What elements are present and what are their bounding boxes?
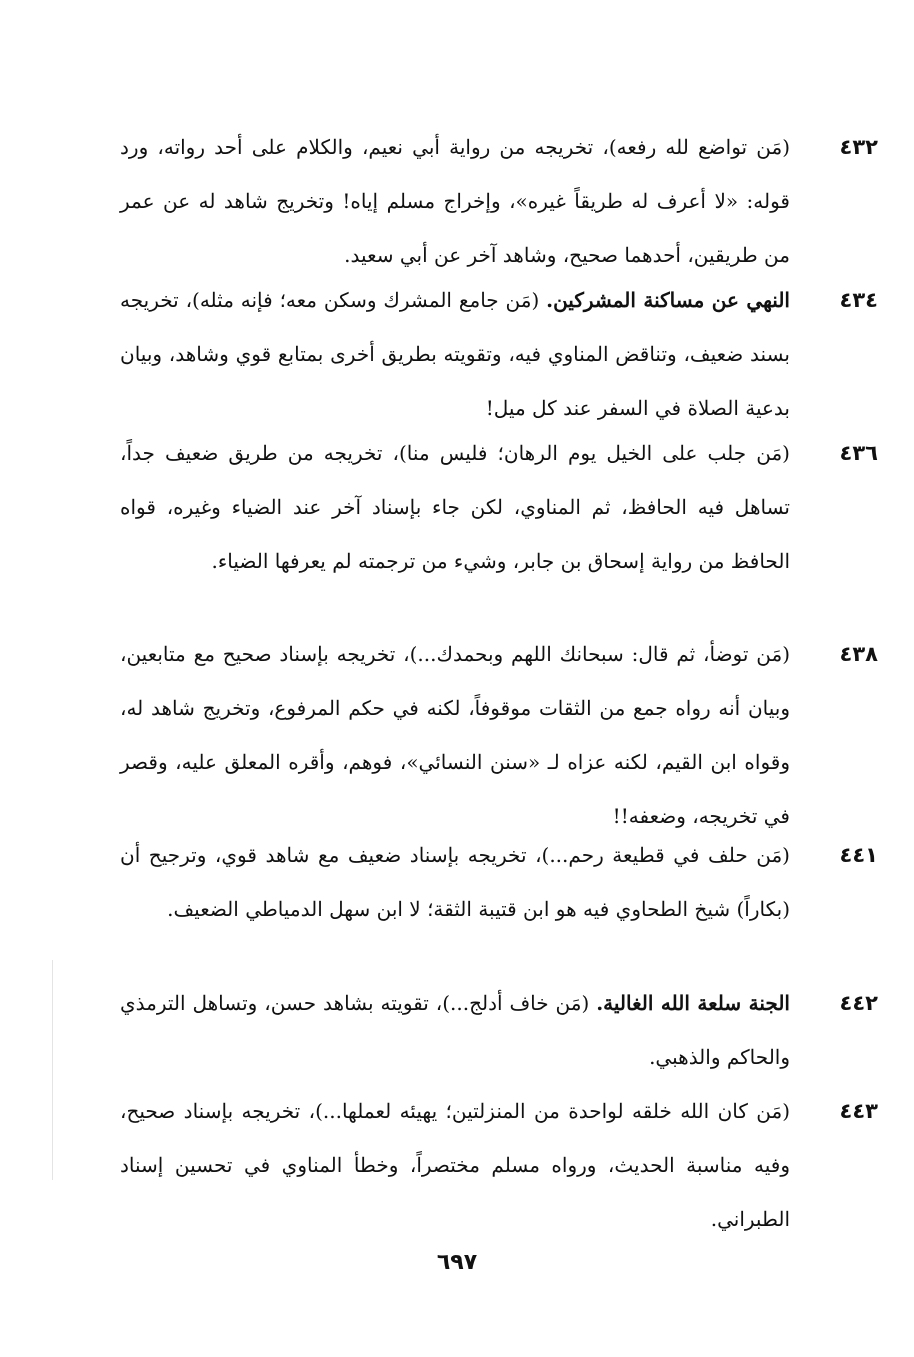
entry-text <box>120 1084 790 1246</box>
entry-heading: الجنة سلعة الله الغالية. <box>596 991 790 1015</box>
entry-text <box>120 120 790 282</box>
entry-number: ٤٣٨ <box>839 642 878 666</box>
entry-number: ٤٤٢ <box>839 991 878 1015</box>
entry-number: ٤٣٦ <box>839 441 878 465</box>
entry-body: (مَن جلب على الخيل يوم الرهان؛ فليس منا)، تخريجه من طريق ضعيف جداً، تساهل فيه الحافظ، ثم المناوي، لكن جاء بإسناد آخر عند الضياء وغيره، قواه الحافظ من رواية إسحاق بن جابر، وشيء من ترجمته لم يعرفها الضياء. <box>120 441 790 573</box>
entry-number: ٤٤١ <box>839 843 878 867</box>
entry-text <box>120 627 790 843</box>
page-number: ٦٩٧ <box>436 1250 478 1275</box>
entry-text <box>120 828 790 936</box>
entry-number: ٤٣٤ <box>839 288 878 312</box>
entry-body: (مَن جامع المشرك وسكن معه؛ فإنه مثله)، تخريجه بسند ضعيف، وتناقض المناوي فيه، وتقويته بطريق أخرى بمتابع قوي وشاهد، وبيان بدعية الصلاة في السفر عند كل ميل! <box>120 288 790 420</box>
entry-text <box>120 426 790 588</box>
entry-body: (مَن تواضع لله رفعه)، تخريجه من رواية أبي نعيم، والكلام على أحد رواته، ورد قوله: «لا أعرف له طريقاً غيره»، وإخراج مسلم إياه! وتخريج شاهد له عن عمر من طريقين، أحدهما صحيح، وشاهد آخر عن أبي سعيد. <box>120 135 790 267</box>
entry-body: (مَن حلف في قطيعة رحم...)، تخريجه بإسناد ضعيف مع شاهد قوي، وترجيح أن (بكاراً) شيخ الطحاوي فيه هو ابن قتيبة الثقة؛ لا ابن سهل الدمياطي الضعيف. <box>120 843 790 921</box>
entry-heading: النهي عن مساكنة المشركين. <box>546 288 790 312</box>
entry-text <box>120 976 790 1084</box>
entry-number: ٤٤٣ <box>839 1099 878 1123</box>
scan-margin-line <box>52 960 53 1180</box>
entry-text <box>120 273 790 435</box>
entry-body: (مَن خاف أدلج...)، تقويته بشاهد حسن، وتساهل الترمذي والحاكم والذهبي. <box>120 991 790 1069</box>
entry-number: ٤٣٢ <box>839 135 878 159</box>
entry-body: (مَن كان الله خلقه لواحدة من المنزلتين؛ يهيئه لعملها...)، تخريجه بإسناد صحيح، وفيه مناسبة الحديث، ورواه مسلم مختصراً، وخطأ المناوي في تحسين إسناد الطبراني. <box>120 1099 790 1231</box>
entry-body: (مَن توضأ، ثم قال: سبحانك اللهم وبحمدك...)، تخريجه بإسناد صحيح مع متابعين، وبيان أنه رواه جمع من الثقات موقوفاً، لكنه في حكم المرفوع، وتخريج شاهد له، وقواه ابن القيم، لكنه عزاه لـ «سنن النسائي»، فوهم، وأقره المعلق عليه، وقصر في تخريجه، وضعفه!! <box>120 642 790 828</box>
